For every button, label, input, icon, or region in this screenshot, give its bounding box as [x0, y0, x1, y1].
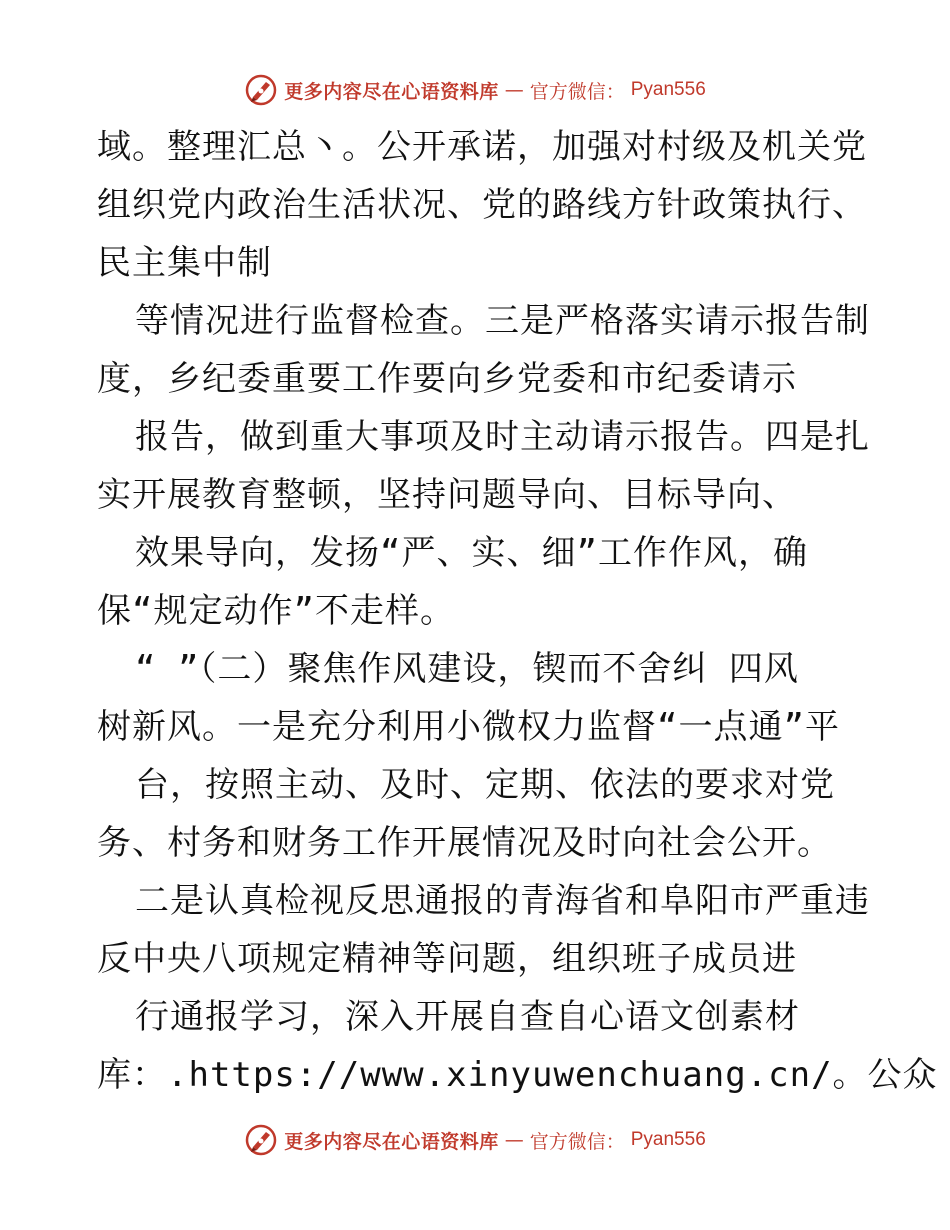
text-line: 效果导向，发扬“严、实、细”工作作风，确	[135, 533, 808, 573]
text-line: 等情况进行监督检查。三是严格落实请示报告制	[135, 301, 870, 341]
pen-logo-icon	[244, 73, 278, 107]
text-line: 反中央八项规定精神等问题，组织班子成员进	[97, 939, 797, 979]
watermark-label: 官方微信：	[529, 1130, 625, 1153]
watermark-header	[0, 70, 950, 110]
text-line: 域。整理汇总丶。公开承诺，加强对村级及机关党	[97, 127, 867, 167]
text-line: 务、村务和财务工作开展情况及时向社会公开。	[97, 823, 832, 863]
watermark-separator: —	[504, 1129, 524, 1151]
text-line: “ ”（二）聚焦作风建设，锲而不舍纠 四风	[135, 649, 799, 689]
text-line: 民主集中制	[97, 243, 272, 283]
watermark-brand-text: 更多内容尽在心语资料库	[284, 80, 499, 103]
text-line: 度，乡纪委重要工作要向乡党委和市纪委请示	[97, 359, 797, 399]
watermark-label: 官方微信：	[529, 80, 625, 103]
text-line: 行通报学习，深入开展自查自心语文创素材	[135, 997, 800, 1037]
text-line: 二是认真检视反思通报的青海省和阜阳市严重违	[135, 881, 870, 921]
pen-logo-icon	[244, 1123, 278, 1157]
document-body	[97, 118, 938, 1104]
text-line: 实开展教育整顿，坚持问题导向、目标导向、	[97, 475, 797, 515]
text-line: 树新风。一是充分利用小微权力监督“一点通”平	[97, 707, 840, 747]
text-line: 组织党内政治生活状况、党的路线方针政策执行、	[97, 185, 867, 225]
watermark-brand-text: 更多内容尽在心语资料库	[284, 1130, 499, 1153]
text-line: 保“规定动作”不走样。	[97, 591, 455, 631]
text-line: 库：.https://www.xinyuwenchuang.cn/。公众	[97, 1055, 938, 1095]
watermark-account: Pyan556	[630, 1129, 706, 1150]
text-line: 台，按照主动、及时、定期、依法的要求对党	[135, 765, 835, 805]
watermark-account: Pyan556	[630, 79, 706, 100]
watermark-separator: —	[504, 79, 524, 101]
text-line: 报告，做到重大事项及时主动请示报告。四是扎	[135, 417, 870, 457]
watermark-footer	[0, 1120, 950, 1160]
